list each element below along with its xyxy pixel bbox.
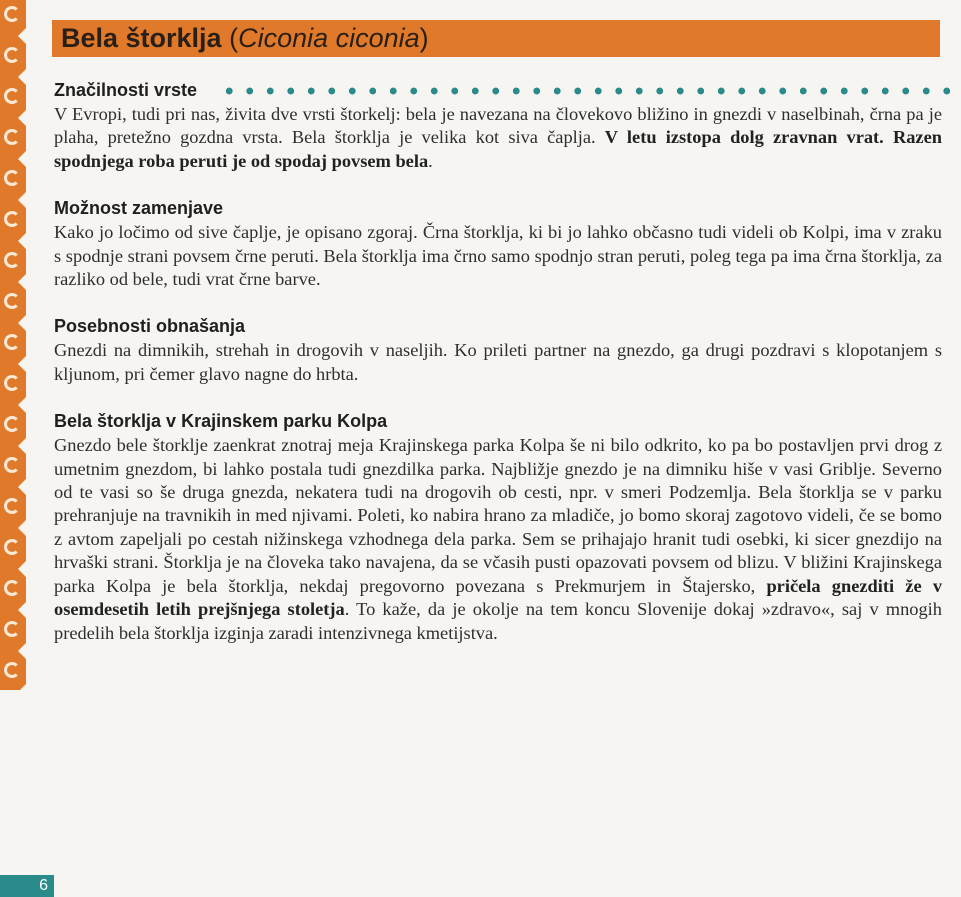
section-heading: Posebnosti obnašanja <box>54 316 246 337</box>
curl-ornament-icon <box>4 457 20 473</box>
section-park <box>54 409 942 645</box>
title-bar <box>52 20 940 57</box>
curl-ornament-icon <box>4 88 20 104</box>
text-run-bold: pričela gnezditi že v osemdesetih letih prejšnjega stoletja <box>54 575 943 620</box>
curl-ornament-icon <box>4 416 20 432</box>
title-latin-name: Ciconia ciconia <box>238 23 420 53</box>
curl-ornament-icon <box>4 129 20 145</box>
title-open-paren: ( <box>221 23 239 53</box>
notch-ornament-icon <box>18 520 26 536</box>
curl-ornament-icon <box>4 6 20 22</box>
notch-ornament-icon <box>18 192 26 208</box>
notch-ornament-icon <box>18 643 26 659</box>
section-heading: Bela štorklja v Krajinskem parku Kolpa <box>54 411 388 432</box>
notch-ornament-icon <box>18 397 26 413</box>
curl-ornament-icon <box>4 621 20 637</box>
notch-ornament-icon <box>18 438 26 454</box>
curl-ornament-icon <box>4 539 20 555</box>
notch-ornament-icon <box>18 602 26 618</box>
curl-ornament-icon <box>4 211 20 227</box>
notch-ornament-icon <box>18 151 26 167</box>
section-text: Kako jo ločimo od sive čaplje, je opisano zgoraj. Črna štorklja, ki bi jo lahko občasno tudi videli ob Kolpi, ima v zraku s spodnje strani povsem črne peruti. Bela štorklja ima črno samo spodnjo stran peruti, poleg tega pa ima črna štorklja, za razliko od bele, tudi vrat črne barve. <box>54 222 942 290</box>
notch-ornament-icon <box>18 233 26 249</box>
article-content <box>54 78 942 668</box>
curl-ornament-icon <box>4 498 20 514</box>
notch-ornament-icon <box>18 315 26 331</box>
notch-ornament-icon <box>18 356 26 372</box>
title-main: Bela štorklja <box>61 23 222 53</box>
section-text <box>54 103 942 173</box>
notch-ornament-icon <box>18 684 26 700</box>
notch-ornament-icon <box>18 28 26 44</box>
curl-ornament-icon <box>4 170 20 186</box>
section-confusion <box>54 196 942 291</box>
title-close-paren: ) <box>419 23 429 53</box>
notch-ornament-icon <box>18 479 26 495</box>
curl-ornament-icon <box>4 293 20 309</box>
section-heading: Možnost zamenjave <box>54 198 224 219</box>
notch-ornament-icon <box>18 110 26 126</box>
decorative-border-strip <box>0 0 26 690</box>
text-run: Gnezdo bele štorklje zaenkrat znotraj meja Krajinskega parka Kolpa še ni bilo odkrito, ko pa bo postavljen prvi drog z umetnim gnezdom, bi lahko postala tudi gnezdilka parka. Najbližje gnezdo je na dimniku hiše v vasi Griblje. Severno od te vasi so še druga gnezda, nekatera tudi na drogovih ob cesti, npr. v smeri Podzemlja. Bela štorklja se v parku prehranjuje na travnikih in med njivami. Poleti, ko nabira hrano za mladiče, jo bomo skoraj zagotovo videli, če se bomo z avtom zapeljali po cestah nižinskega vzhodnega dela parka. Sem se prihajajo hranit tudi osebki, ki sicer gnezdijo na hrvaški strani. Štorklja je na človeka tako navajena, da se včasih pusti opazovati povsem od blizu. V bližini Krajinskega parka Kolpa je bela štorklja, nekdaj pregovorno povezana s Prekmurjem in Štajersko, <box>54 435 942 596</box>
curl-ornament-icon <box>4 334 20 350</box>
curl-ornament-icon <box>4 375 20 391</box>
text-run: . To kaže, da je okolje na tem koncu Slovenije dokaj »zdravo«, saj v mnogih predelih bela štorklja izginja zaradi intenzivnega kmetijstva. <box>54 599 942 643</box>
section-behaviour <box>54 314 942 386</box>
text-run: V Evropi, tudi pri nas, živita dve vrsti štorkelj: bela je navezana na človekovo bližino in gnezdi v naselbinah, črna pa je plaha, pretežno gozdna vrsta. Bela štorklja je velika kot siva čaplja. <box>54 104 942 148</box>
notch-ornament-icon <box>18 69 26 85</box>
section-heading-row <box>54 196 942 221</box>
page-number-badge: 6 <box>0 875 54 897</box>
page-title <box>61 23 429 54</box>
text-run-bold: V letu izstopa dolg zravnan vrat. Razen spodnjega roba peruti je od spodaj povsem bela <box>54 127 942 171</box>
curl-ornament-icon <box>4 252 20 268</box>
dotted-rule <box>219 86 961 96</box>
section-heading-row <box>54 78 942 103</box>
notch-ornament-icon <box>18 561 26 577</box>
section-heading: Značilnosti vrste <box>54 80 198 100</box>
section-text: Gnezdi na dimnikih, strehah in drogovih v naseljih. Ko prileti partner na gnezdo, ga drugi pozdravi s klopotanjem s kljunom, pri čemer glavo nagne do hrbta. <box>54 340 942 384</box>
section-characteristics <box>54 78 942 173</box>
section-text <box>54 434 942 645</box>
curl-ornament-icon <box>4 662 20 678</box>
curl-ornament-icon <box>4 47 20 63</box>
section-heading-row <box>54 409 942 434</box>
section-heading-row <box>54 314 942 339</box>
notch-ornament-icon <box>18 274 26 290</box>
curl-ornament-icon <box>4 580 20 596</box>
text-run: . <box>428 150 433 171</box>
